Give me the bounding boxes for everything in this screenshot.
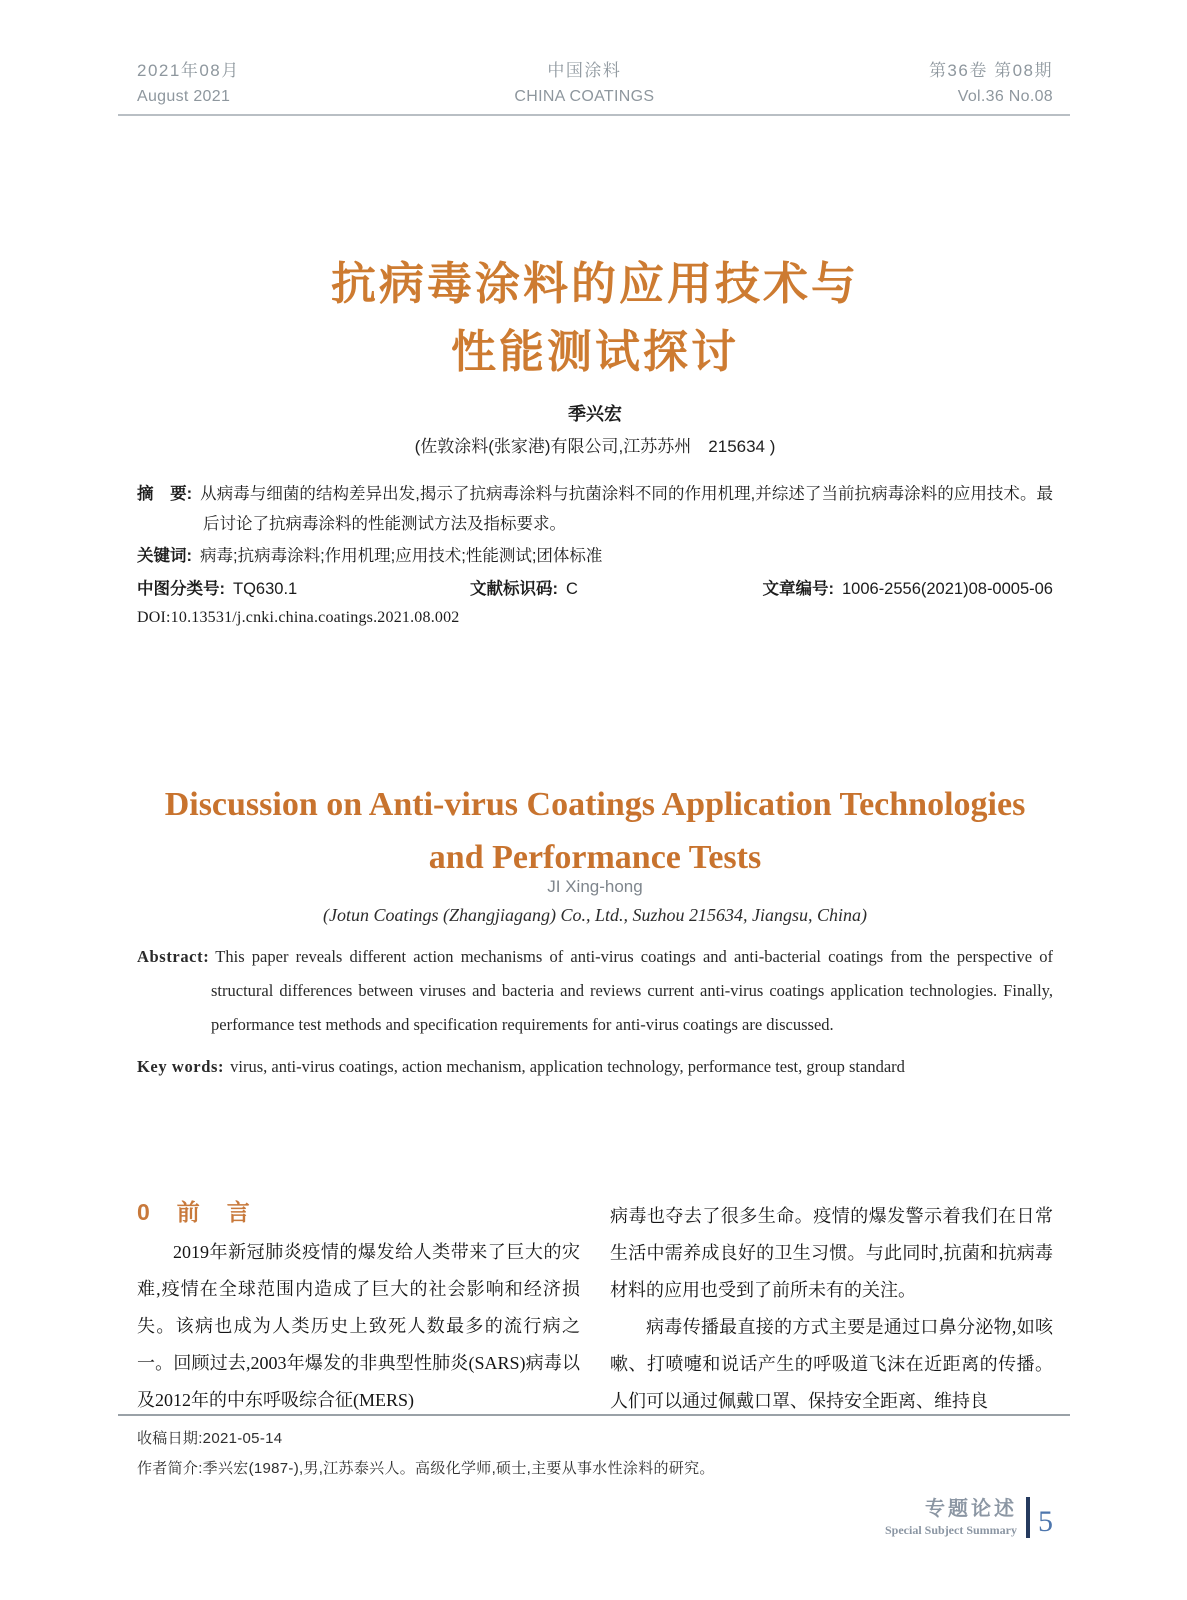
classification-row [137, 576, 1053, 602]
abstract-block-cn [137, 479, 1053, 627]
keywords-cn [137, 541, 1053, 571]
keywords-en-text: virus, anti-virus coatings, action mechanism, application technology, performance test, group standard [230, 1057, 905, 1076]
page-number: 5 [1038, 1505, 1053, 1538]
received-date-value: 2021-05-14 [202, 1430, 283, 1447]
article-title-en [110, 778, 1080, 884]
abstract-cn [137, 479, 1053, 539]
article-title-en-line2: and Performance Tests [428, 839, 762, 876]
running-head-journal [514, 56, 654, 106]
body-column-right [610, 1198, 1053, 1420]
issue-date-en: August 2021 [137, 88, 231, 105]
document-code: 文献标识码: C [470, 580, 578, 598]
column-name [885, 1497, 1017, 1538]
header-divider [118, 114, 1070, 116]
body-paragraph: 2019年新冠肺炎疫情的爆发给人类带来了巨大的灾难,疫情在全球范围内造成了巨大的社会影响和经济损失。该病也成为人类历史上致死人数最多的流行病之一。回顾过去,2003年爆发的非典型性肺炎(SARS)病毒以及2012年的中东呼吸综合征(MERS) [137, 1242, 580, 1410]
keywords-en [137, 1050, 1053, 1084]
body-column-left [137, 1198, 580, 1420]
received-date-label: 收稿日期: [137, 1430, 203, 1447]
running-head [137, 56, 1053, 106]
abstract-block-en [137, 940, 1053, 1084]
clc-number: 中图分类号: TQ630.1 [137, 580, 298, 598]
volume-issue-en: Vol.36 No.08 [957, 88, 1053, 105]
abstract-cn-label: 摘 要: [137, 485, 193, 503]
issue-date-cn: 2021年08月 [137, 61, 240, 80]
received-date [137, 1427, 1053, 1448]
article-title-cn [110, 250, 1080, 386]
abstract-cn-text: 从病毒与细菌的结构差异出发,揭示了抗病毒涂料与抗菌涂料不同的作用机理,并综述了当前抗病毒涂料的应用技术。最后讨论了抗病毒涂料的性能测试方法及指标要求。 [200, 485, 1053, 533]
body-paragraph: 病毒也夺去了很多生命。疫情的爆发警示着我们在日常生活中需养成良好的卫生习惯。与此同时,抗菌和抗病毒材料的应用也受到了前所未有的关注。 [610, 1206, 1053, 1300]
corner-bar [1026, 1497, 1030, 1538]
author-cn: 季兴宏 [568, 404, 622, 424]
author-bio [137, 1457, 1053, 1478]
running-head-date [137, 56, 240, 106]
journal-name-en: CHINA COATINGS [514, 88, 655, 105]
page-corner-tag [885, 1497, 1053, 1538]
article-id: 文章编号: 1006-2556(2021)08-0005-06 [762, 580, 1053, 598]
running-head-volume [929, 56, 1053, 106]
abstract-en [137, 940, 1053, 1042]
body-paragraph: 病毒传播最直接的方式主要是通过口鼻分泌物,如咳嗽、打喷嚏和说话产生的呼吸道飞沫在近距离的传播。人们可以通过佩戴口罩、保持安全距离、维持良 [610, 1317, 1053, 1411]
article-title-en-line1: Discussion on Anti-virus Coatings Application Technologies [164, 786, 1026, 823]
abstract-en-text: This paper reveals different action mechanisms of anti-virus coatings and anti-bacterial coatings from the perspective of structural differences between viruses and bacteria and reviews current anti-virus coatings application technologies. Finally, performance test methods and specification requirements for anti-virus coatings are discussed. [211, 947, 1053, 1034]
doi: DOI:10.13531/j.cnki.china.coatings.2021.08.002 [137, 609, 460, 626]
footnote-divider [118, 1414, 1070, 1416]
affiliation-cn: (佐敦涂料(张家港)有限公司,江苏苏州 215634 ) [414, 437, 776, 456]
journal-name-cn: 中国涂料 [547, 61, 622, 80]
keywords-en-label: Key words: [137, 1057, 225, 1076]
author-bio-value: 季兴宏(1987-),男,江苏泰兴人。高级化学师,硕士,主要从事水性涂料的研究。 [202, 1460, 715, 1477]
author-en: JI Xing-hong [547, 877, 643, 896]
author-bio-label: 作者简介: [137, 1460, 203, 1477]
article-title-cn-line2: 性能测试探讨 [450, 326, 739, 377]
column-name-en: Special Subject Summary [885, 1523, 1017, 1537]
body-columns [137, 1198, 1053, 1420]
abstract-en-label: Abstract: [137, 947, 210, 966]
volume-issue-cn: 第36卷 第08期 [928, 61, 1053, 80]
keywords-cn-text: 病毒;抗病毒涂料;作用机理;应用技术;性能测试;团体标准 [200, 547, 603, 565]
article-title-cn-line1: 抗病毒涂料的应用技术与 [330, 258, 859, 309]
section-heading: 0 前 言 [137, 1199, 252, 1225]
keywords-cn-label: 关键词: [137, 547, 192, 565]
column-name-cn: 专题论述 [925, 1498, 1017, 1520]
affiliation-en: (Jotun Coatings (Zhangjiagang) Co., Ltd., Suzhou 215634, Jiangsu, China) [322, 905, 868, 925]
